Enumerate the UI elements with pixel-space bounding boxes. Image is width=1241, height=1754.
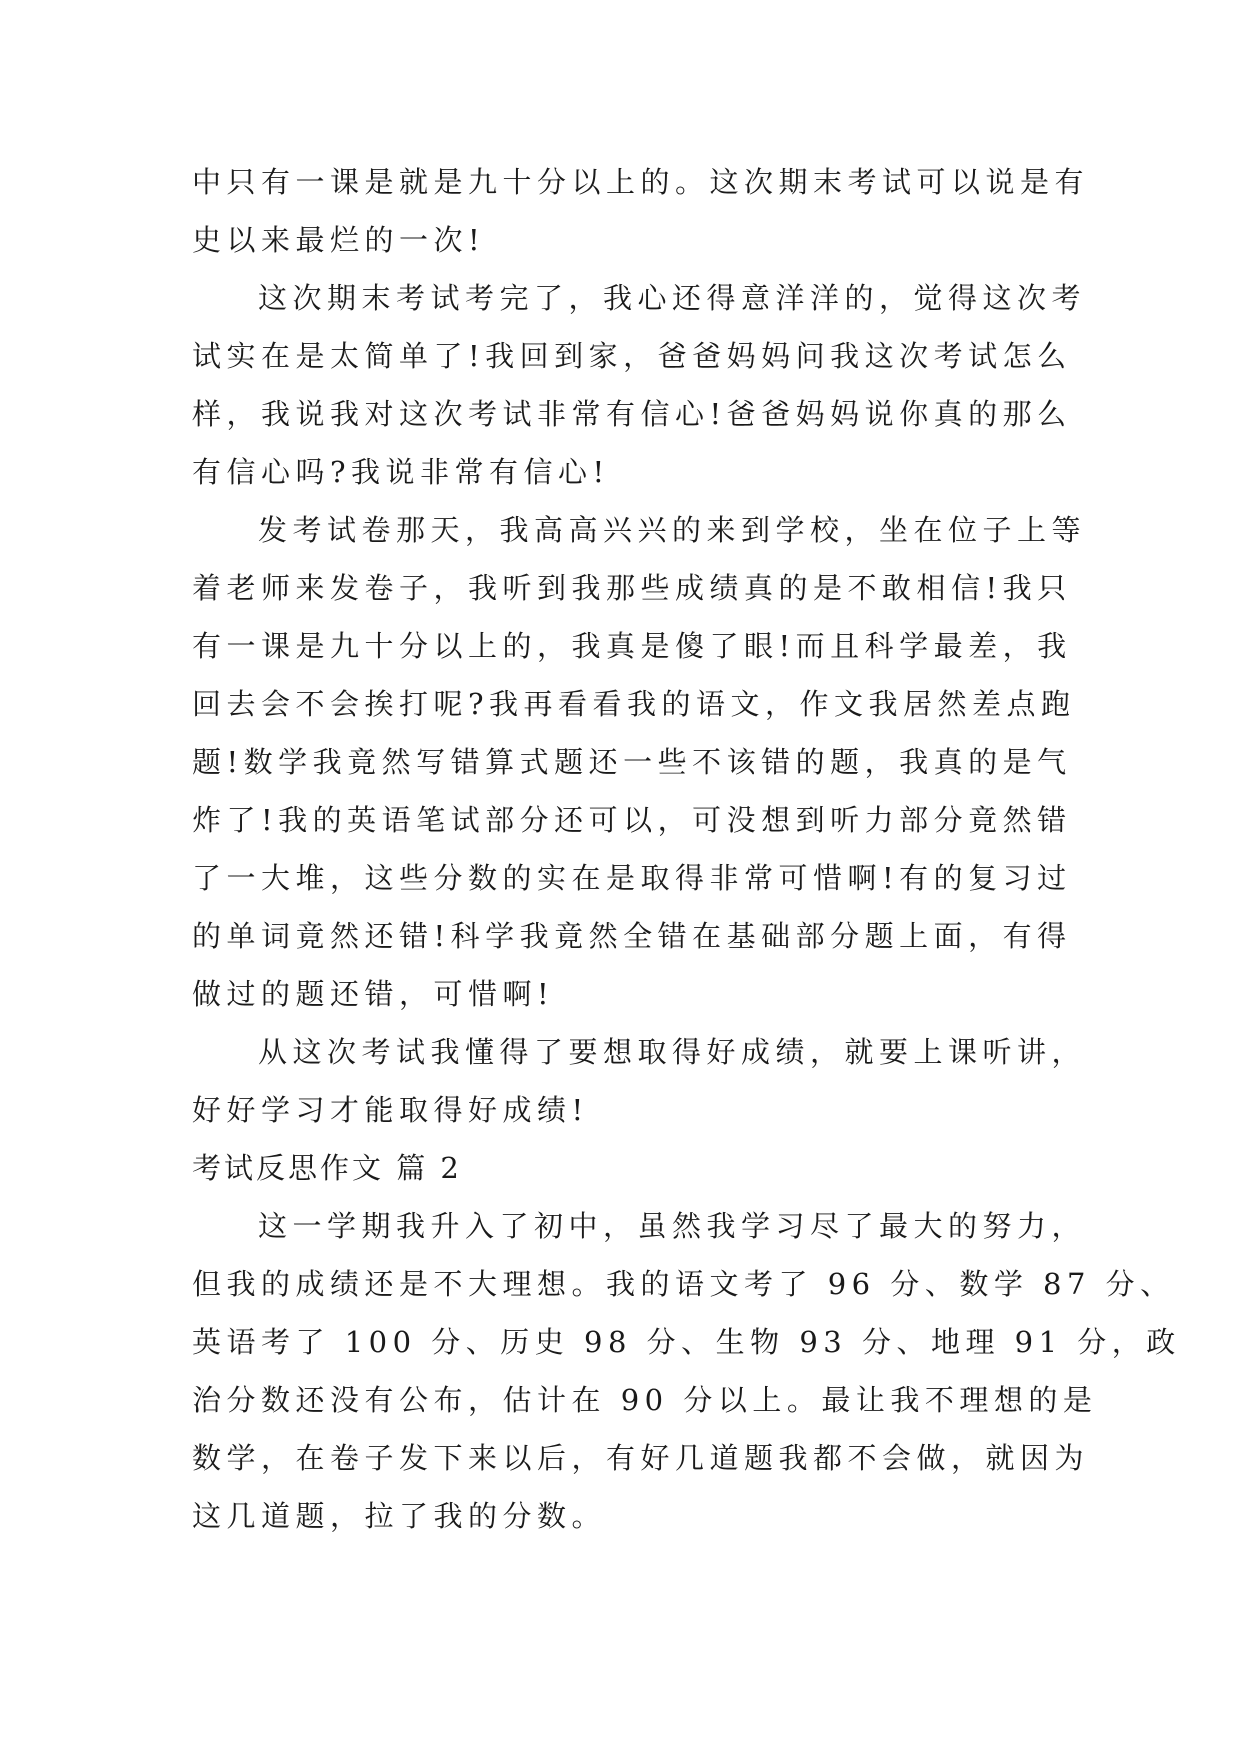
paragraph-line: 治分数还没有公布，估计在 90 分以上。最让我不理想的是 <box>192 1383 1098 1417</box>
paragraph-line: 发考试卷那天，我高高兴兴的来到学校，坐在位子上等 <box>258 513 1087 547</box>
paragraph-line: 了一大堆，这些分数的实在是取得非常可惜啊!有的复习过 <box>192 861 1072 895</box>
paragraph-line: 这次期末考试考完了，我心还得意洋洋的，觉得这次考 <box>258 281 1087 315</box>
paragraph-line: 有一课是九十分以上的，我真是傻了眼!而且科学最差，我 <box>192 629 1072 663</box>
paragraph-line: 好好学习才能取得好成绩! <box>192 1093 589 1127</box>
paragraph-line: 这一学期我升入了初中，虽然我学习尽了最大的努力， <box>258 1209 1087 1243</box>
paragraph-line: 回去会不会挨打呢?我再看看我的语文，作文我居然差点跑 <box>192 687 1076 721</box>
paragraph-line: 这几道题，拉了我的分数。 <box>192 1499 607 1533</box>
paragraph-line: 样，我说我对这次考试非常有信心!爸爸妈妈说你真的那么 <box>192 397 1072 431</box>
document-body <box>192 153 1181 1545</box>
paragraph-line: 从这次考试我懂得了要想取得好成绩，就要上课听讲， <box>258 1035 1087 1069</box>
paragraph-line: 史以来最烂的一次! <box>192 223 486 257</box>
paragraph-line: 题!数学我竟然写错算式题还一些不该错的题，我真的是气 <box>192 745 1072 779</box>
paragraph-line: 做过的题还错，可惜啊! <box>192 977 555 1011</box>
paragraph-line: 着老师来发卷子，我听到我那些成绩真的是不敢相信!我只 <box>192 571 1072 605</box>
section-heading: 考试反思作文 篇 2 <box>192 1151 462 1185</box>
paragraph-line: 但我的成绩还是不大理想。我的语文考了 96 分、数学 87 分、 <box>192 1267 1175 1301</box>
paragraph-line: 试实在是太简单了!我回到家，爸爸妈妈问我这次考试怎么 <box>192 339 1072 373</box>
paragraph-line: 数学，在卷子发下来以后，有好几道题我都不会做，就因为 <box>192 1441 1090 1475</box>
paragraph-line: 炸了!我的英语笔试部分还可以，可没想到听力部分竟然错 <box>192 803 1072 837</box>
paragraph-line: 有信心吗?我说非常有信心! <box>192 455 610 489</box>
paragraph-line: 的单词竟然还错!科学我竟然全错在基础部分题上面，有得 <box>192 919 1072 953</box>
paragraph-line: 中只有一课是就是九十分以上的。这次期末考试可以说是有 <box>192 165 1090 199</box>
paragraph-line: 英语考了 100 分、历史 98 分、生物 93 分、地理 91 分，政 <box>192 1325 1181 1359</box>
